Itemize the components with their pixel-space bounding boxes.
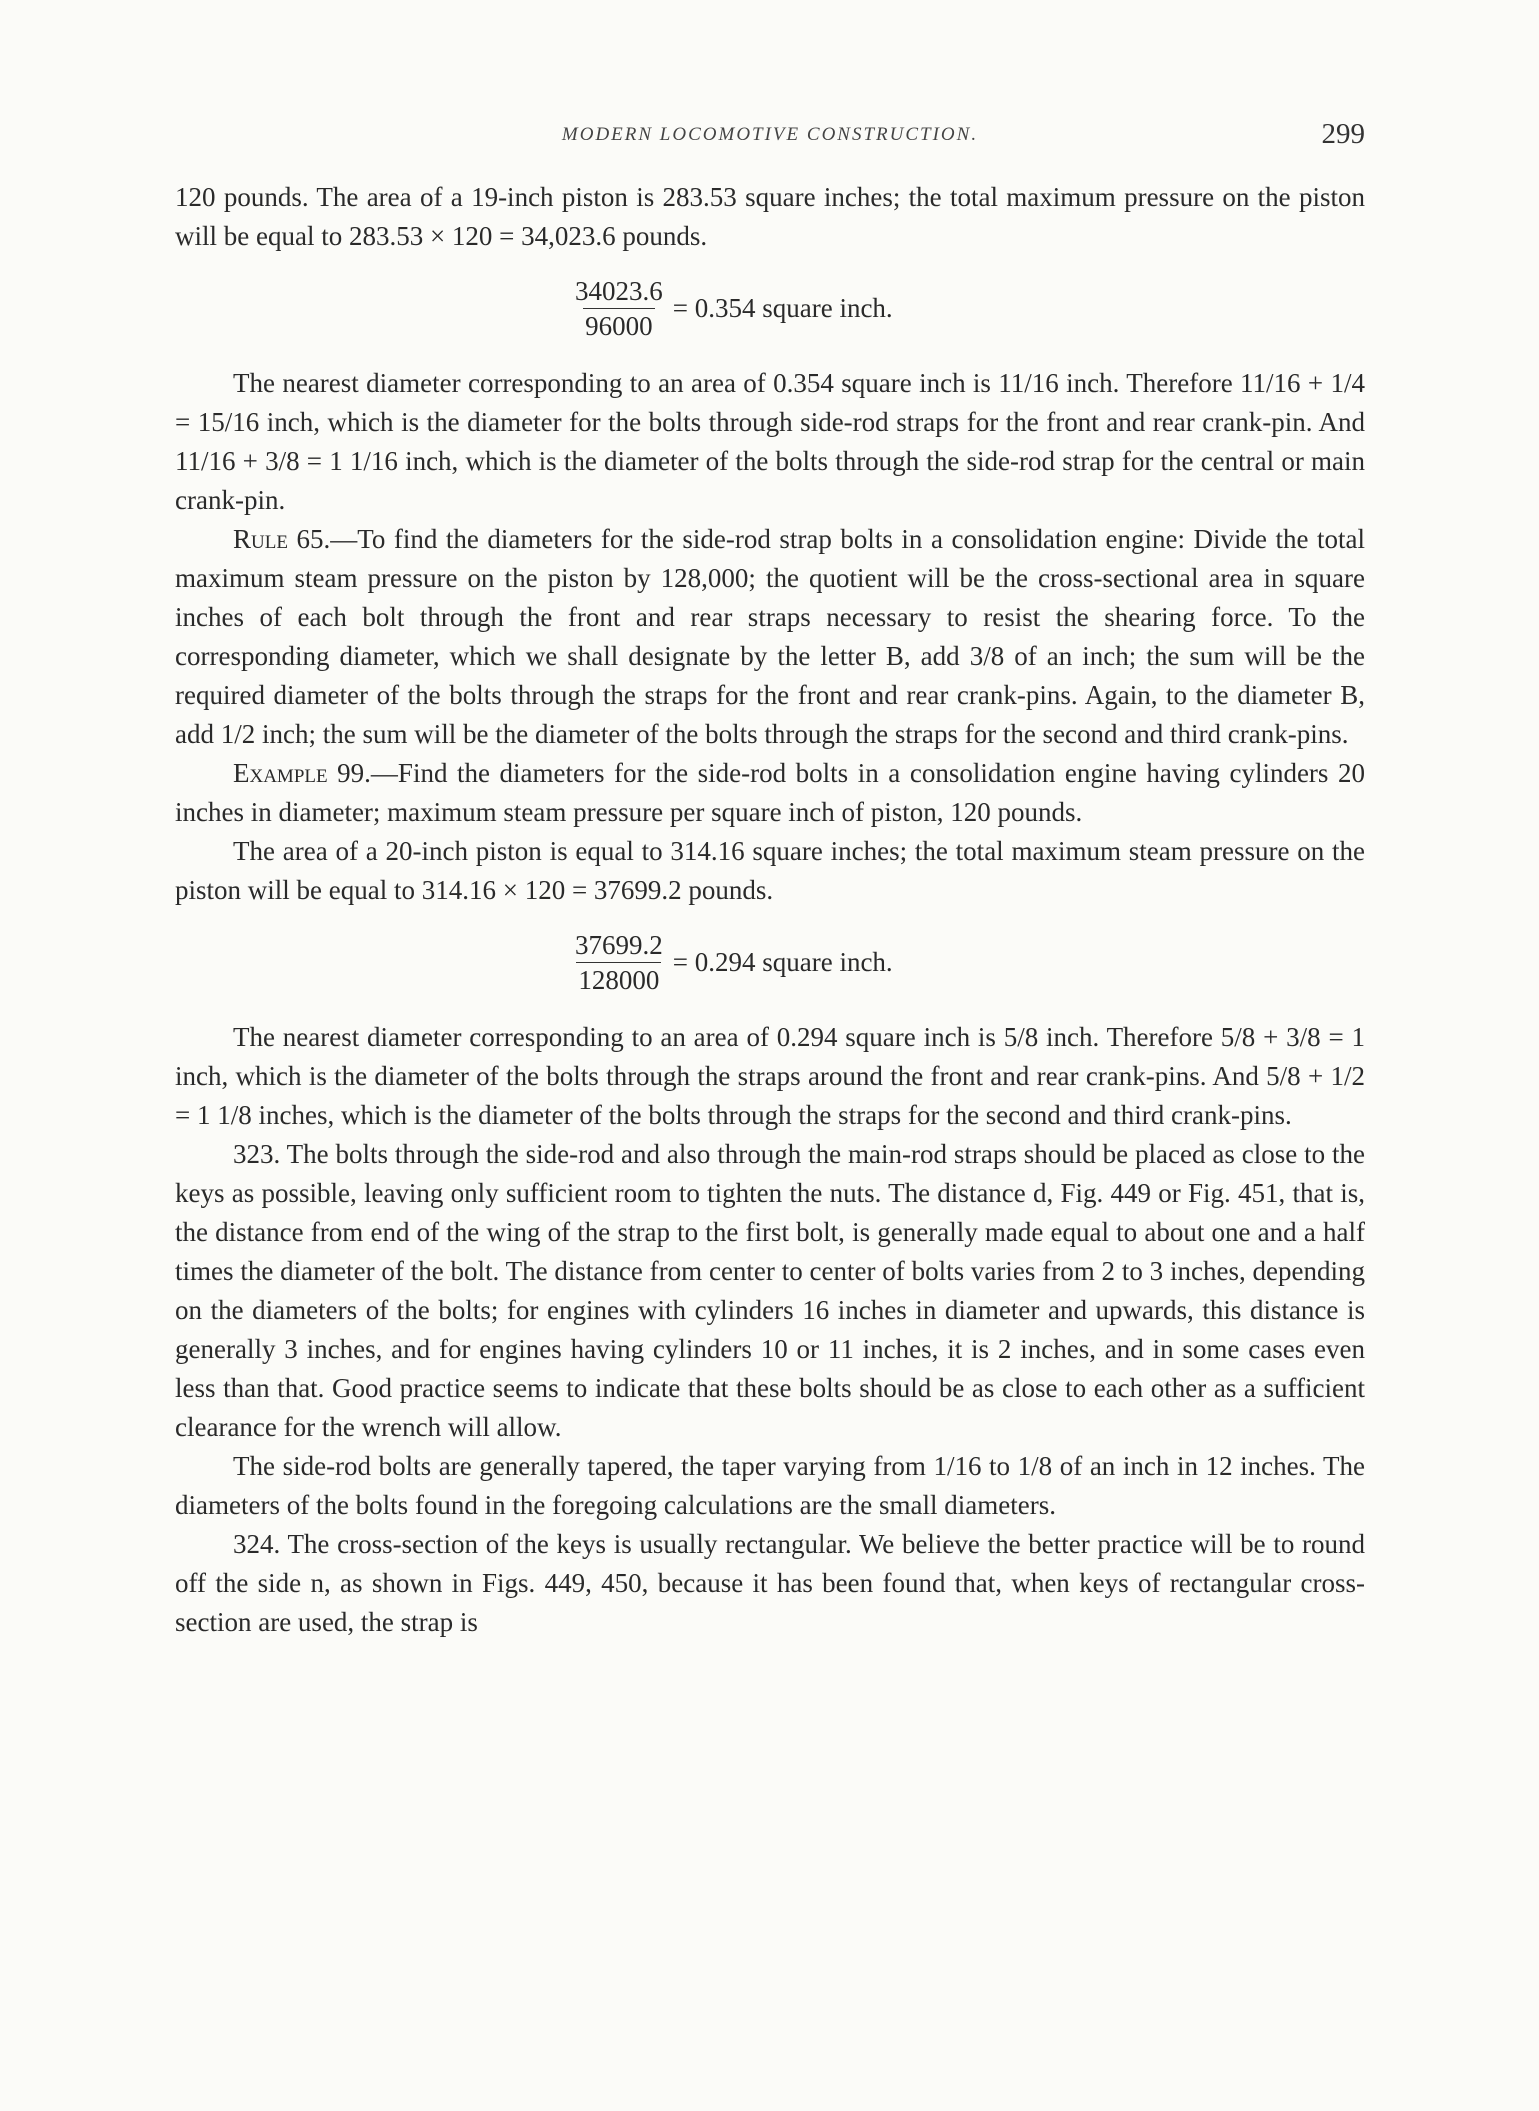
rule-label: Rule 65. <box>233 524 331 554</box>
numerator: 37699.2 <box>575 929 663 960</box>
rule-65 <box>175 520 1365 754</box>
example-label: Example 99. <box>233 758 371 788</box>
paragraph-taper: The side-rod bolts are generally tapered, the taper varying from 1/16 to 1/8 of an inch in 12 inches. The diameters of the bolts found in the foregoing calculations are the small diameters. <box>175 1451 1365 1520</box>
example-99 <box>175 754 1365 832</box>
numerator: 34023.6 <box>575 275 663 306</box>
page-body <box>175 178 1365 1642</box>
equation-2 <box>573 924 1365 1000</box>
page-header <box>175 118 1365 158</box>
denominator: 96000 <box>583 308 655 343</box>
fraction <box>573 274 665 343</box>
section-323: 323. The bolts through the side-rod and also through the main-rod straps should be placed as close to the keys as possible, leaving only sufficient room to tighten the nuts. The distance d, Fig. 449 or Fig. 451, that is, the distance from end of the wing of the strap to the first bolt, is generally made equal to about one and a half times the diameter of the bolt. The distance from center to center of bolts varies from 2 to 3 inches, depending on the diameters of the bolts; for engines with cylinders 16 inches in diameter and upwards, this distance is generally 3 inches, and for engines having cylinders 10 or 11 inches, it is 2 inches, and in some cases even less than that. Good practice seems to indicate that these bolts should be as close to each other as a sufficient clearance for the wrench will allow. <box>175 1139 1365 1442</box>
paragraph-continued: 120 pounds. The area of a 19-inch piston is 283.53 square inches; the total maximum pressure on the piston will be equal to 283.53 × 120 = 34,023.6 pounds. <box>175 182 1365 251</box>
page-number: 299 <box>1321 118 1365 150</box>
equation-1 <box>573 270 1365 346</box>
fraction <box>573 928 665 997</box>
equation-result: = 0.354 square inch. <box>672 292 893 323</box>
equation-result: = 0.294 square inch. <box>672 946 893 977</box>
rule-text: —To find the diameters for the side-rod strap bolts in a consolidation engine: Divide the total maximum steam pressure on the piston by 128,000; the quotient will be the cross-sectional area in square inches of each bolt through the front and rear straps necessary to resist the shearing force. To the corresponding diameter, which we shall designate by the letter B, add 3/8 of an inch; the sum will be the required diameter of the bolts through the straps for the front and rear crank-pins. Again, to the diameter B, add 1/2 inch; the sum will be the diameter of the bolts through the straps for the second and third crank-pins. <box>175 524 1365 749</box>
running-title: MODERN LOCOMOTIVE CONSTRUCTION. <box>561 124 979 145</box>
paragraph-area-20-inch: The area of a 20-inch piston is equal to 314.16 square inches; the total maximum steam pressure on the piston will be equal to 314.16 × 120 = 37699.2 pounds. <box>175 836 1365 905</box>
denominator: 128000 <box>576 962 661 997</box>
paragraph-nearest-diameter-2: The nearest diameter corresponding to an area of 0.294 square inch is 5/8 inch. Therefore 5/8 + 3/8 = 1 inch, which is the diameter of the bolts through the straps around the front and rear crank-pins. And 5/8 + 1/2 = 1 1/8 inches, which is the diameter of the bolts through the straps for the second and third crank-pins. <box>175 1022 1365 1130</box>
example-text: —Find the diameters for the side-rod bolts in a consolidation engine having cylinders 20 inches in diameter; maximum steam pressure per square inch of piston, 120 pounds. <box>175 758 1365 827</box>
paragraph-nearest-diameter-1: The nearest diameter corresponding to an area of 0.354 square inch is 11/16 inch. Therefore 11/16 + 1/4 = 15/16 inch, which is the diameter for the bolts through side-rod straps for the front and rear crank-pin. And 11/16 + 3/8 = 1 1/16 inch, which is the diameter of the bolts through the side-rod strap for the central or main crank-pin. <box>175 368 1365 515</box>
section-324: 324. The cross-section of the keys is usually rectangular. We believe the better practice will be to round off the side n, as shown in Figs. 449, 450, because it has been found that, when keys of rectangular cross-section are used, the strap is <box>175 1529 1365 1637</box>
